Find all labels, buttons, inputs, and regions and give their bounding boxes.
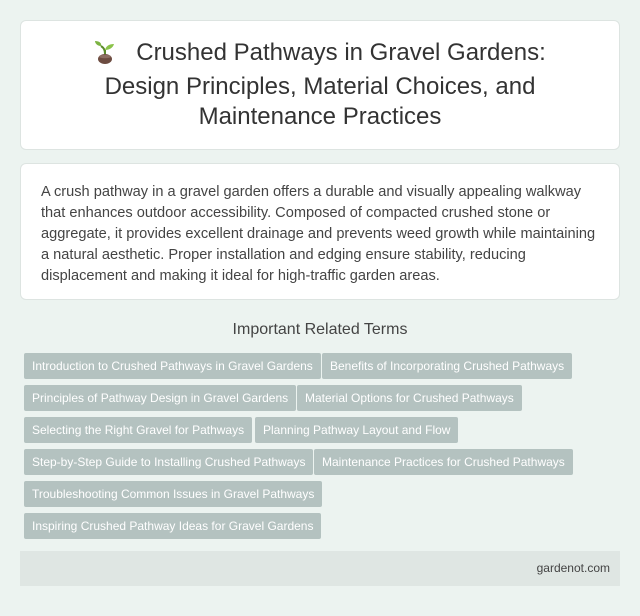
term-tag[interactable]: Inspiring Crushed Pathway Ideas for Gravel Gardens [24, 513, 321, 539]
term-tag[interactable]: Benefits of Incorporating Crushed Pathways [322, 353, 572, 379]
footer [20, 551, 620, 586]
term-tag[interactable]: Principles of Pathway Design in Gravel Gardens [24, 385, 296, 411]
footer-site-link[interactable]: gardenot.com [536, 561, 610, 575]
term-tag[interactable]: Planning Pathway Layout and Flow [255, 417, 458, 443]
term-tag[interactable]: Selecting the Right Gravel for Pathways [24, 417, 252, 443]
title-card [20, 20, 620, 150]
term-tag[interactable]: Step-by-Step Guide to Installing Crushed Pathways [24, 449, 313, 475]
intro-card [20, 163, 620, 300]
term-tag[interactable]: Maintenance Practices for Crushed Pathways [314, 449, 573, 475]
intro-text: A crush pathway in a gravel garden offers a durable and visually appealing walkway that enhances outdoor accessibility. Composed of compacted crushed stone or aggregate, it provides excellent drainage and prevents weed growth while maintaining a natural aesthetic. Proper installation and edging ensure stability, reducing displacement and making it ideal for high-traffic garden areas. [41, 184, 596, 284]
page-title [61, 38, 579, 132]
term-tag[interactable]: Material Options for Crushed Pathways [297, 385, 522, 411]
term-tag[interactable]: Troubleshooting Common Issues in Gravel Pathways [24, 481, 322, 507]
page-title-text: Crushed Pathways in Gravel Gardens: Design Principles, Material Choices, and Maintenance Practices [104, 39, 546, 130]
related-terms-heading: Important Related Terms [232, 321, 408, 338]
sprout-icon [94, 40, 116, 72]
term-tag[interactable]: Introduction to Crushed Pathways in Gravel Gardens [24, 353, 321, 379]
